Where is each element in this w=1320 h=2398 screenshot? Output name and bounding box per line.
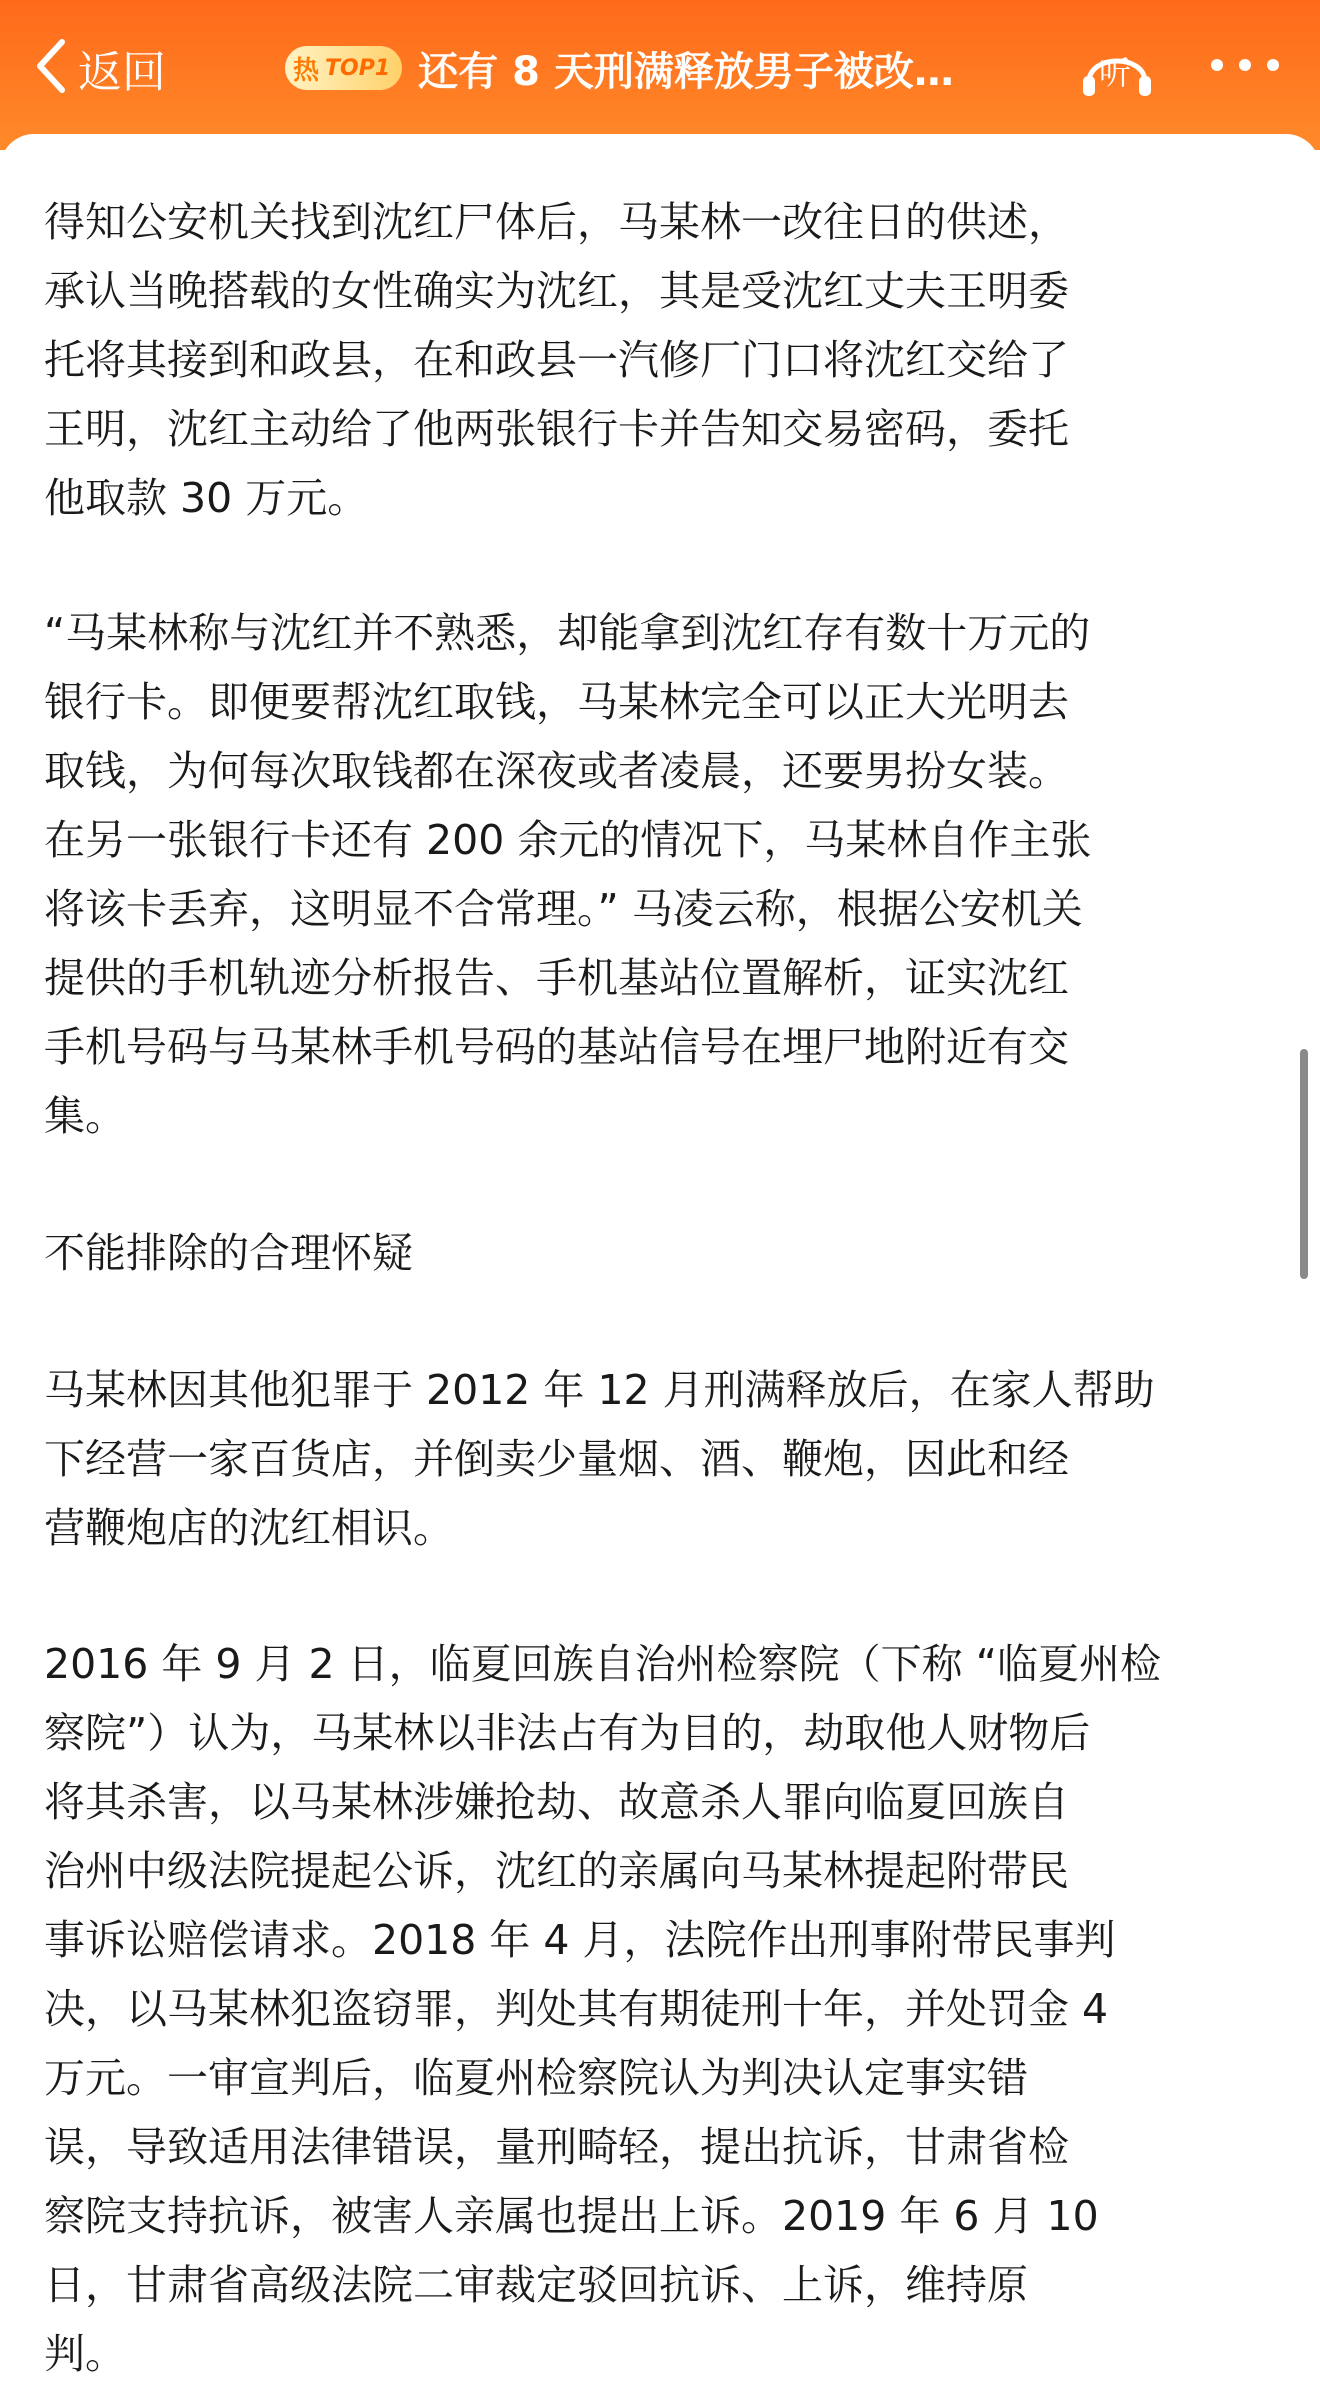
article-line: 判。 bbox=[44, 2330, 126, 2378]
article-line: 治州中级法院提起公诉，沈红的亲属向马某林提起附带民 bbox=[44, 1847, 1069, 1895]
listen-button[interactable] bbox=[1075, 34, 1159, 104]
article-line: 提供的手机轨迹分析报告、手机基站位置解析，证实沈红 bbox=[44, 954, 1069, 1002]
article-line: 银行卡。即便要帮沈红取钱，马某林完全可以正大光明去 bbox=[44, 678, 1069, 726]
article-line: 决，以马某林犯盗窃罪，判处其有期徒刑十年，并处罚金 4 bbox=[44, 1985, 1109, 2033]
article-line: 将其杀害，以马某林涉嫌抢劫、故意杀人罪向临夏回族自 bbox=[44, 1778, 1069, 1826]
listen-label: 听 bbox=[1099, 54, 1132, 92]
page-title: 还有 8 天刑满释放男子被改… bbox=[418, 48, 954, 95]
article-line: 误，导致适用法律错误，量刑畸轻，提出抗诉，甘肃省检 bbox=[44, 2123, 1069, 2171]
article-line: 手机号码与马某林手机号码的基站信号在埋尸地附近有交 bbox=[44, 1023, 1069, 1071]
more-options-button[interactable] bbox=[1205, 50, 1285, 80]
top-navigation-bar bbox=[0, 0, 1320, 150]
article-line: 得知公安机关找到沈红尸体后，马某林一改往日的供述， bbox=[44, 198, 1069, 246]
article-line: 取钱，为何每次取钱都在深夜或者凌晨，还要男扮女装。 bbox=[44, 747, 1069, 795]
vertical-scrollbar[interactable] bbox=[1300, 1049, 1308, 1279]
page-title-area bbox=[285, 36, 954, 100]
article-card bbox=[0, 134, 1320, 2398]
article-line: 察院”）认为，马某林以非法占有为目的，劫取他人财物后 bbox=[44, 1709, 1091, 1757]
article-line: 万元。一审宣判后，临夏州检察院认为判决认定事实错 bbox=[44, 2054, 1028, 2102]
article-line: 承认当晚搭载的女性确实为沈红，其是受沈红丈夫王明委 bbox=[44, 267, 1069, 315]
article-line: 营鞭炮店的沈红相识。 bbox=[44, 1504, 454, 1552]
hot-badge-rank: TOP1 bbox=[325, 55, 391, 81]
article-line: 王明，沈红主动给了他两张银行卡并告知交易密码，委托 bbox=[44, 405, 1069, 453]
article-line: 将该卡丢弃，这明显不合常理。” 马凌云称，根据公安机关 bbox=[44, 885, 1083, 933]
article-line: 下经营一家百货店，并倒卖少量烟、酒、鞭炮，因此和经 bbox=[44, 1435, 1069, 1483]
article-subheading: 不能排除的合理怀疑 bbox=[44, 1229, 413, 1277]
article-line: 在另一张银行卡还有 200 余元的情况下，马某林自作主张 bbox=[44, 816, 1092, 864]
chevron-left-icon bbox=[32, 36, 68, 100]
article-line: 托将其接到和政县，在和政县一汽修厂门口将沈红交给了 bbox=[44, 336, 1069, 384]
hot-rank-badge bbox=[285, 46, 402, 90]
article-line: 2016 年 9 月 2 日，临夏回族自治州检察院（下称 “临夏州检 bbox=[44, 1640, 1161, 1688]
article-line: 他取款 30 万元。 bbox=[44, 474, 369, 522]
article-line: 日，甘肃省高级法院二审裁定驳回抗诉、上诉，维持原 bbox=[44, 2261, 1028, 2309]
article-line: “马某林称与沈红并不熟悉，却能拿到沈红存有数十万元的 bbox=[44, 609, 1091, 657]
hot-badge-char: 热 bbox=[293, 55, 320, 86]
back-label: 返回 bbox=[78, 47, 166, 98]
more-dots-icon bbox=[1205, 65, 1285, 84]
article-line: 察院支持抗诉，被害人亲属也提出上诉。2019 年 6 月 10 bbox=[44, 2192, 1099, 2240]
article-line: 集。 bbox=[44, 1092, 126, 1140]
article-line: 马某林因其他犯罪于 2012 年 12 月刑满释放后，在家人帮助 bbox=[44, 1366, 1155, 1414]
article-line: 事诉讼赔偿请求。2018 年 4 月，法院作出刑事附带民事判 bbox=[44, 1916, 1116, 1964]
back-button[interactable] bbox=[32, 32, 166, 104]
